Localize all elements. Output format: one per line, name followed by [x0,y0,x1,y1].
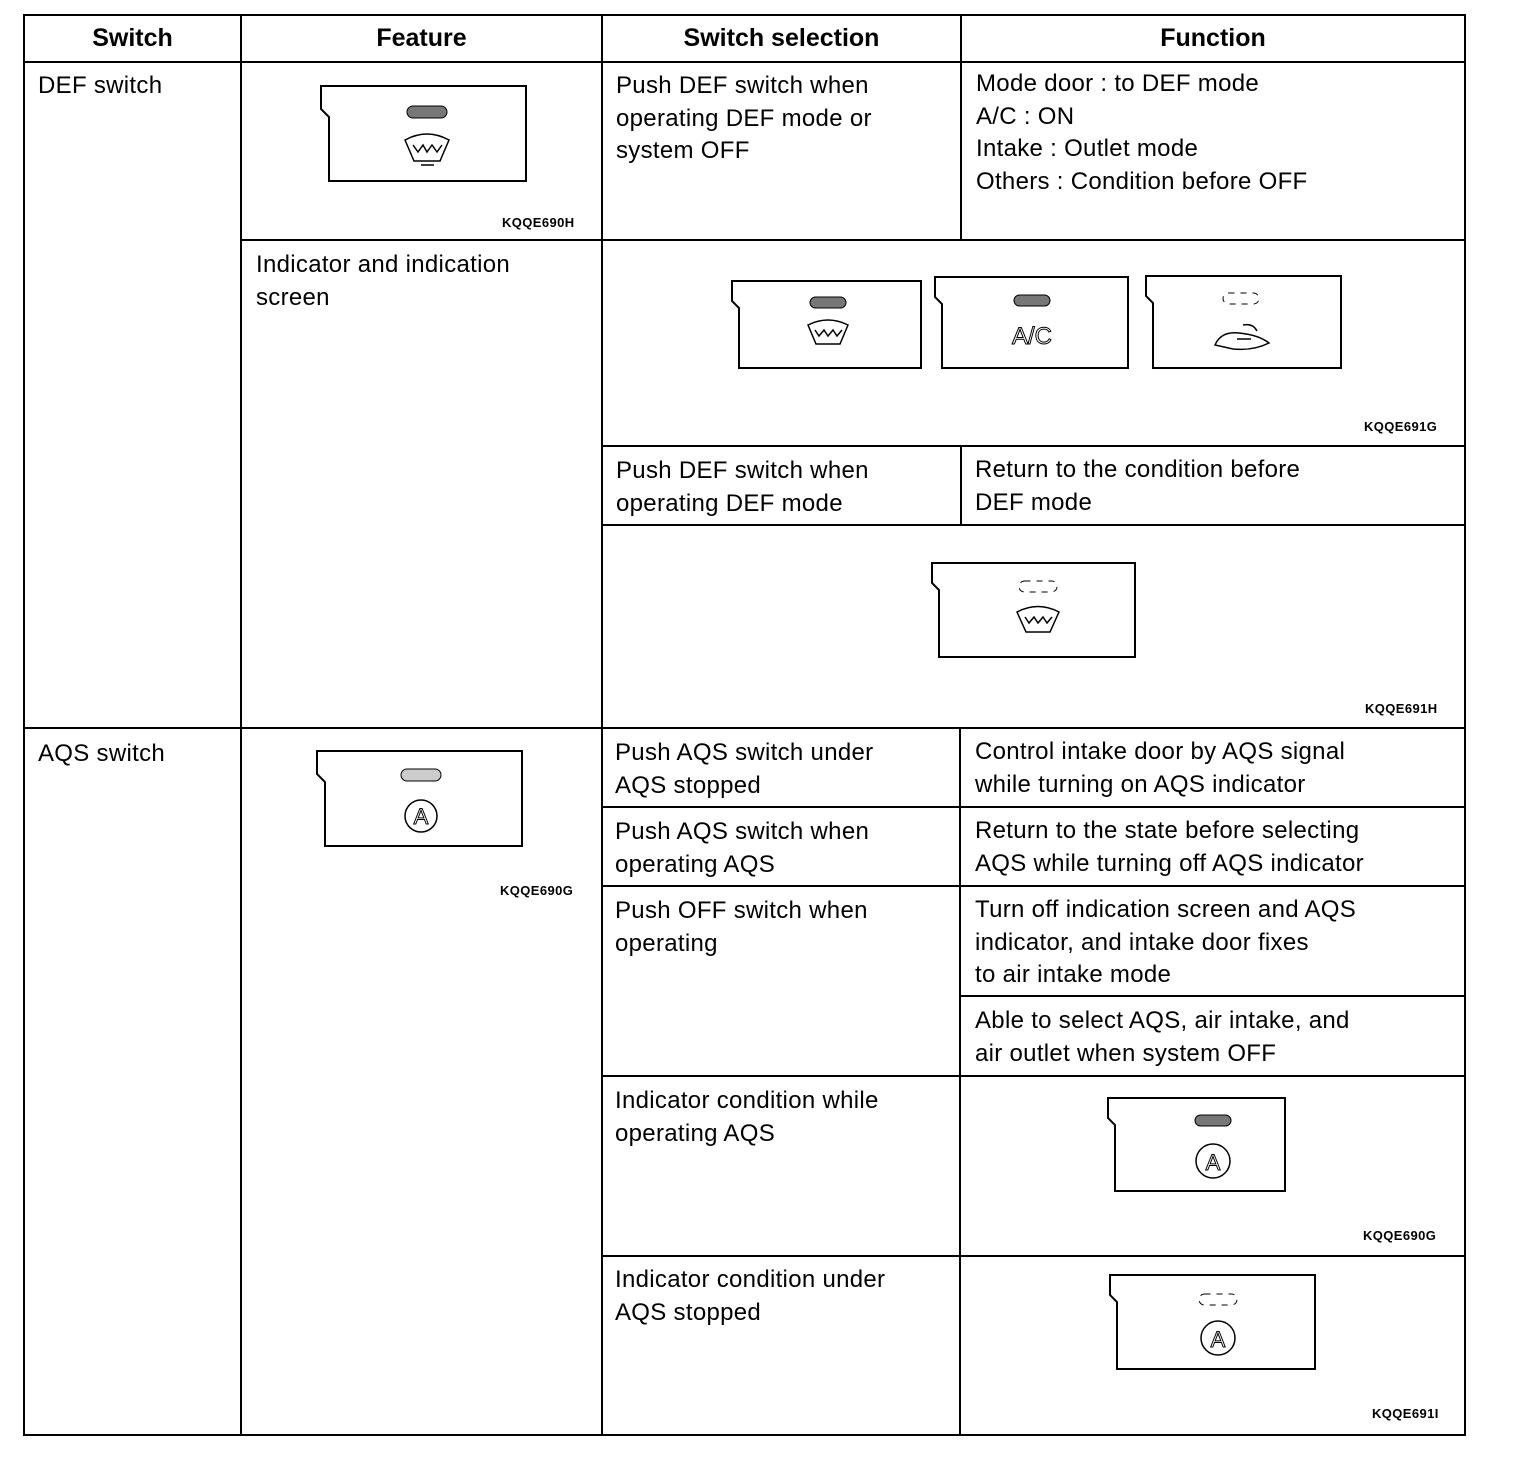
indicator-lamp [1019,581,1057,592]
def-screen2-code: KQQE691H [1365,701,1438,716]
aqs-a-circle-icon [1196,1144,1230,1178]
aqs-selection-5: Indicator condition under AQS stopped [615,1266,886,1326]
indicator-lamp [407,106,447,118]
svg-text:A: A [1210,1327,1226,1352]
ac-label: A/C [1011,323,1053,350]
def-off-screen [929,560,1139,662]
aqs-function-3: Turn off indication screen and AQS indicator, and intake door fixes to air intake mode [975,896,1357,988]
def-switch-label: DEF switch [38,72,163,99]
aqs-image-code: KQQE690G [500,883,574,898]
svg-text:A: A [1205,1150,1221,1175]
aqs-selection-1: Push AQS switch under AQS stopped [615,739,874,799]
aqs-off-screen [1107,1272,1319,1374]
aqs-function-3b: Able to select AQS, air intake, and air outlet when system OFF [975,1007,1350,1067]
def-function-1: Mode door : to DEF mode A/C : ON Intake : Outlet mode Others : Condition before OFF [976,70,1308,195]
def-function-2: Return to the condition before DEF mode [975,456,1301,516]
aqs-selection-3: Push OFF switch when operating [615,897,868,957]
aqs-on-screen [1105,1095,1289,1196]
indicator-lamp [401,769,441,781]
aqs-a-circle-icon [1201,1321,1235,1355]
indicator-lamp [1014,295,1050,306]
indicator-lamp [1223,293,1259,304]
indicator-lamp [1195,1115,1231,1126]
header-feature: Feature [376,24,467,52]
air-outlet-icon [1215,325,1269,350]
def-indicator-feature: Indicator and indication screen [256,251,511,311]
def-selection-2: Push DEF switch when operating DEF mode [616,457,869,517]
aqs-on-code: KQQE690G [1363,1228,1437,1243]
aqs-off-code: KQQE691I [1372,1406,1439,1421]
windshield-defrost-icon [1017,607,1059,633]
def-switch-panel-image [318,83,530,187]
header-switch-selection: Switch selection [683,24,880,52]
def-selection-1: Push DEF switch when operating DEF mode or system OFF [616,72,872,164]
windshield-defrost-icon [808,320,848,344]
aqs-function-2: Return to the state before selecting AQS while turning off AQS indicator [975,817,1364,877]
def-image-code: KQQE690H [502,215,575,230]
aqs-switch-panel-image [314,748,526,851]
header-switch: Switch [92,24,173,52]
aqs-a-circle-icon [405,800,437,832]
indicator-lamp [810,297,846,308]
aqs-function-1: Control intake door by AQS signal while turning on AQS indicator [975,738,1346,798]
header-function: Function [1160,24,1266,52]
svg-text:A: A [413,804,429,829]
aqs-selection-2: Push AQS switch when operating AQS [615,818,870,878]
aqs-switch-label: AQS switch [38,740,166,767]
windshield-defrost-icon [405,134,449,165]
def-mode-screen [729,278,925,373]
aqs-selection-4: Indicator condition while operating AQS [615,1087,879,1147]
def-screen1-code: KQQE691G [1364,419,1438,434]
outlet-mode-screen [1143,273,1345,373]
ac-on-screen [932,274,1132,373]
indicator-lamp [1199,1294,1237,1305]
